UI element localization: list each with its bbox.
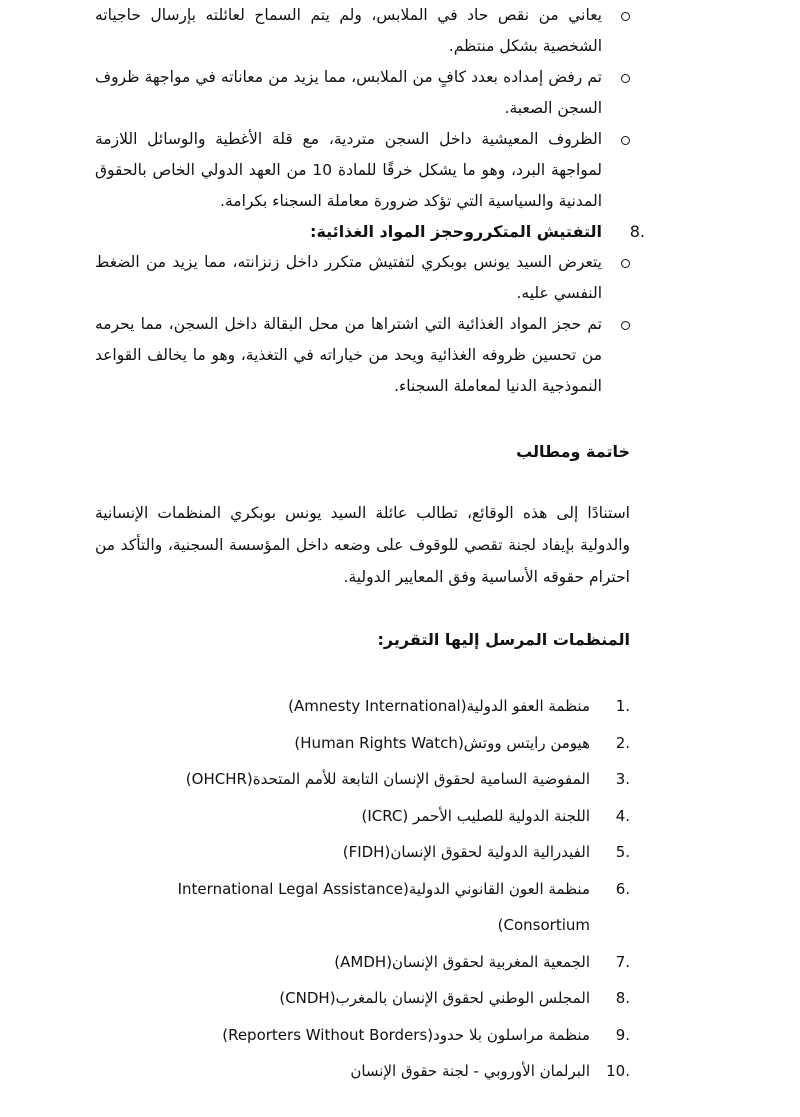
bullet-text: تم حجز المواد الغذائية التي اشتراها من محل البقالة داخل السجن، مما يحرمه من تحسين ظروفه الغذائية ويحد من خياراته في التغذية، وهو ما يخالف القواعد النموذجية الدنيا لمعاملة السجناء. [95,315,602,395]
hollow-bullet-icon [621,74,630,83]
list-number: 4. [615,806,630,825]
list-item [95,0,630,62]
organizations-list [95,688,630,1090]
section7-bullet-list [95,0,630,217]
list-item [95,761,630,798]
list-item [95,871,630,944]
list-number: 10. [606,1062,630,1080]
list-item [95,688,630,725]
bullet-text: يعاني من نقص حاد في الملابس، ولم يتم السماح لعائلته بإرسال حاجياته الشخصية بشكل منتظم. [95,6,602,55]
list-number: 9. [615,1025,630,1044]
list-item [95,834,630,871]
list-number: 8. [615,989,630,1007]
document-page [95,0,645,1090]
item-8-heading [95,217,645,247]
organization-name: منظمة العفو الدولية(Amnesty International) [288,697,590,715]
bullet-text: يتعرض السيد يونس بوبكري لتفتيش متكرر داخل زنزانته، مما يزيد من الضغط النفسي عليه. [95,253,602,302]
list-number: 3. [615,770,630,788]
bullet-text: تم رفض إمداده بعدد كافٍ من الملابس، مما يزيد من معاناته في مواجهة ظروف السجن الصعبة. [95,68,602,117]
list-item [95,309,630,402]
organization-name: الجمعية المغربية لحقوق الإنسان(AMDH) [334,952,590,971]
hollow-bullet-icon [621,321,630,330]
organization-name: الفيدرالية الدولية لحقوق الإنسان(FIDH) [342,843,590,861]
hollow-bullet-icon [621,259,630,268]
item-number: 8. [629,222,645,241]
list-item [95,944,630,981]
hollow-bullet-icon [621,136,630,145]
list-item [95,247,630,309]
list-number: 1. [615,697,630,715]
organizations-title: المنظمات المرسل إليها التقرير: [377,630,630,649]
hollow-bullet-icon [621,12,630,21]
list-item [95,124,630,217]
list-number: 5. [615,843,630,861]
item-heading-text: التفتيش المتكرروحجز المواد الغذائية: [310,222,602,241]
organization-name: البرلمان الأوروبي - لجنة حقوق الإنسان [350,1062,590,1080]
organization-name: منظمة العون القانوني الدولية(International Legal Assistance Consortium) [177,879,590,934]
list-number: 7. [615,952,630,971]
conclusion-title: خاتمة ومطالب [516,442,630,461]
conclusion-paragraph: استنادًا إلى هذه الوقائع، تطالب عائلة السيد يونس بوبكري المنظمات الإنسانية والدولية بإيفاد لجنة تقصي للوقوف على وضعه داخل المؤسسة السجنية، والتأكد من احترام حقوقه الأساسية وفق المعايير الدولية. [95,504,630,586]
bullet-text: الظروف المعيشية داخل السجن متردية، مع قلة الأغطية والوسائل اللازمة لمواجهة البرد، وهو ما يشكل خرقًا للمادة 10 من العهد الدولي الخاص بالحقوق المدنية والسياسية التي تؤكد ضرورة معاملة السجناء بكرامة. [95,130,603,210]
list-item [95,980,630,1017]
list-number: 2. [615,733,630,752]
list-item [95,1053,630,1090]
list-item [95,798,630,835]
list-item [95,1017,630,1054]
organization-name: المفوضية السامية لحقوق الإنسان التابعة للأمم المتحدة(OHCHR) [185,770,590,788]
list-item [95,62,630,124]
organization-name: المجلس الوطني لحقوق الإنسان بالمغرب(CNDH) [279,989,590,1007]
organization-name: اللجنة الدولية للصليب الأحمر (ICRC) [361,806,590,825]
list-item [95,725,630,762]
organization-name: هيومن رايتس ووتش(Human Rights Watch) [294,733,590,752]
list-number: 6. [615,879,630,898]
organization-name: منظمة مراسلون بلا حدود(Reporters Without Borders) [222,1025,590,1044]
item8-bullet-list [95,247,630,402]
